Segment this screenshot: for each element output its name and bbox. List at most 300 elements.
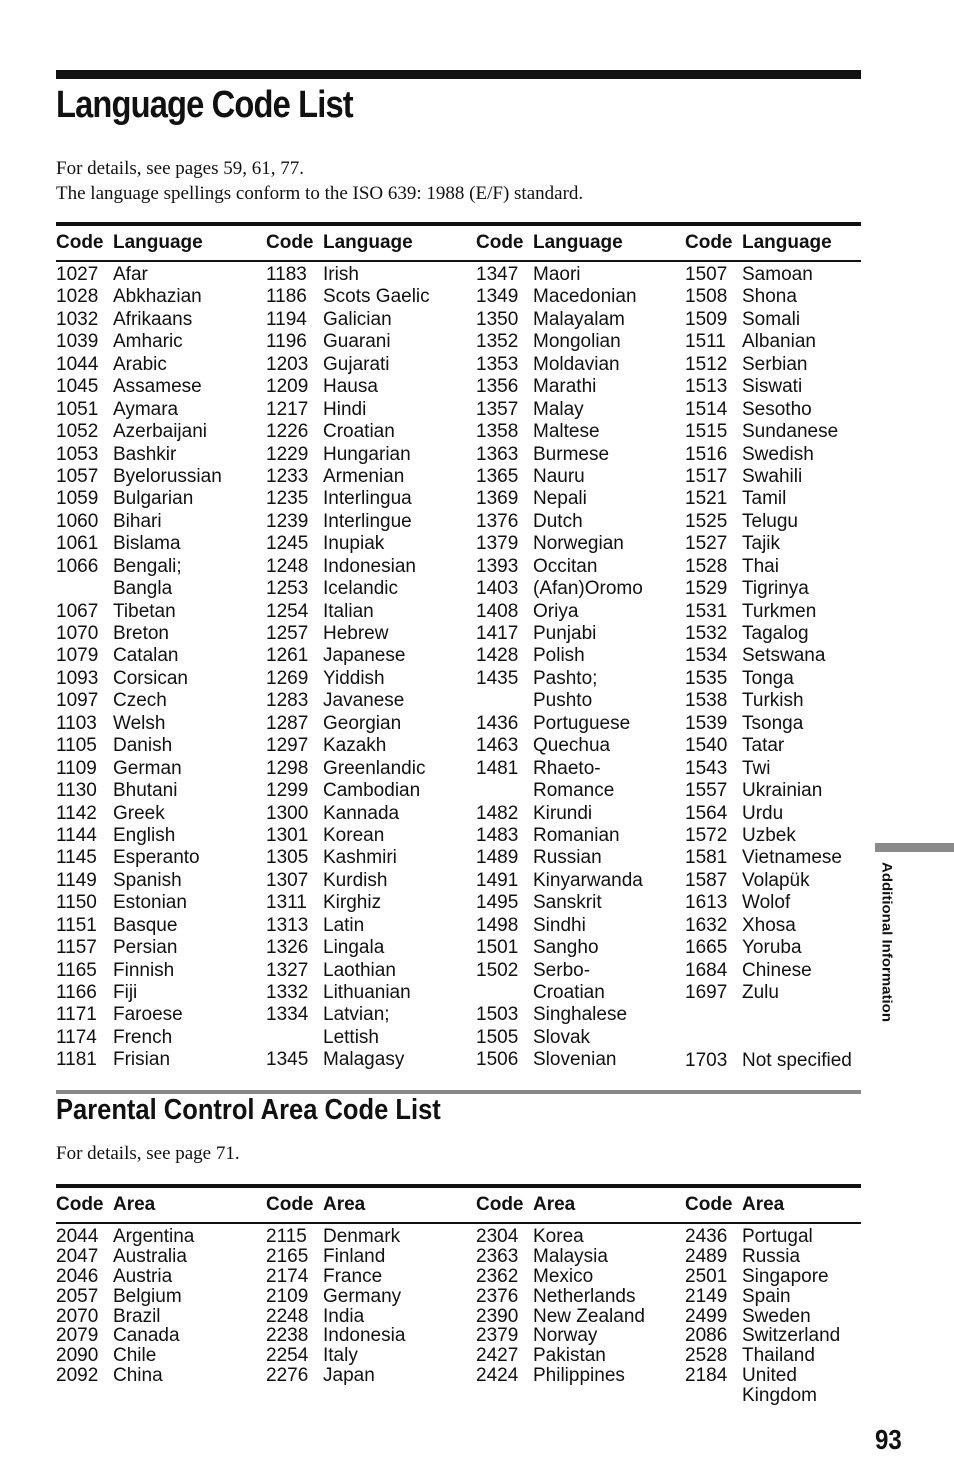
name-cell: Siswati xyxy=(742,376,803,398)
name-cell: Frisian xyxy=(113,1049,171,1071)
name-cell: Lithuanian xyxy=(323,982,411,1003)
code-cell: 1417 xyxy=(476,623,519,644)
code-cell: 2427 xyxy=(476,1345,519,1367)
name-cell: Slovak xyxy=(533,1026,591,1048)
name-cell: Wolof xyxy=(742,892,791,914)
code-cell: 1564 xyxy=(685,802,728,824)
code-cell: 2047 xyxy=(56,1245,99,1267)
name-cell: Kinyarwanda xyxy=(533,869,643,891)
code-cell: 2174 xyxy=(266,1265,309,1287)
name-cell: Philippines xyxy=(533,1365,625,1387)
name-cell: Indonesian xyxy=(323,555,416,577)
name-cell: Russian xyxy=(533,847,602,869)
name-cell: Cambodian xyxy=(323,780,421,802)
code-cell: 1334 xyxy=(266,1004,309,1026)
code-cell: 2165 xyxy=(266,1245,309,1267)
code-cell: 1235 xyxy=(266,488,309,510)
name-cell: Vietnamese xyxy=(742,847,842,869)
code-cell: 1613 xyxy=(685,892,728,914)
name-cell: Hausa xyxy=(323,376,378,398)
name-cell: United Kingdom xyxy=(742,1365,817,1407)
name-cell: Guarani xyxy=(323,331,391,353)
name-cell: Icelandic xyxy=(323,578,398,600)
code-cell: 1327 xyxy=(266,959,309,981)
name-cell: Aymara xyxy=(113,398,179,420)
name-cell: Pakistan xyxy=(533,1345,606,1367)
code-header: Code xyxy=(685,1194,733,1215)
name-cell: Latvian; Lettish xyxy=(323,1004,390,1048)
name-cell: Sanskrit xyxy=(533,892,602,914)
name-cell: Australia xyxy=(113,1245,187,1267)
code-header: Code xyxy=(476,232,524,253)
name-cell: Mexico xyxy=(533,1265,594,1287)
code-cell: 1183 xyxy=(266,264,307,285)
code-cell: 2528 xyxy=(685,1345,728,1367)
name-cell: Malay xyxy=(533,398,584,420)
code-cell: 1349 xyxy=(476,286,519,308)
code-cell: 2276 xyxy=(266,1365,309,1387)
name-cell: Interlingua xyxy=(323,488,412,510)
code-cell: 1181 xyxy=(56,1049,97,1071)
code-cell: 2149 xyxy=(685,1285,728,1307)
code-cell: 2079 xyxy=(56,1325,99,1347)
code-cell: 1145 xyxy=(56,847,97,869)
name-cell: Czech xyxy=(113,690,167,712)
name-cell: Irish xyxy=(323,264,359,285)
name-cell: Hindi xyxy=(323,398,367,420)
name-cell: Malayalam xyxy=(533,308,625,330)
name-cell: Chile xyxy=(113,1345,157,1367)
section-intro: For details, see page 71. xyxy=(56,1143,240,1164)
name-cell: Kirghiz xyxy=(323,892,382,914)
code-cell: 1512 xyxy=(685,353,728,375)
name-cell: Sesotho xyxy=(742,398,812,420)
code-cell: 1299 xyxy=(266,780,309,802)
code-cell: 1358 xyxy=(476,421,519,443)
code-cell: 2248 xyxy=(266,1305,309,1327)
code-cell: 1051 xyxy=(56,398,99,420)
code-cell: 1245 xyxy=(266,533,309,555)
code-cell: 1166 xyxy=(56,982,97,1004)
code-header: Code xyxy=(685,232,733,253)
code-cell: 1513 xyxy=(685,376,728,398)
code-cell: 1150 xyxy=(56,892,97,914)
code-cell: 1534 xyxy=(685,645,728,667)
name-cell: France xyxy=(323,1265,383,1287)
code-cell: 2501 xyxy=(685,1265,728,1287)
code-cell: 1515 xyxy=(685,421,728,443)
name-cell: Urdu xyxy=(742,802,784,824)
page-number: 93 xyxy=(875,1424,902,1455)
name-cell: Maori xyxy=(533,264,581,285)
section-tab xyxy=(875,843,954,852)
area-header: Area xyxy=(533,1194,576,1215)
code-cell: 1365 xyxy=(476,465,519,487)
code-cell: 1287 xyxy=(266,712,309,734)
code-cell: 1332 xyxy=(266,982,309,1003)
code-cell: 1516 xyxy=(685,443,728,465)
name-cell: French xyxy=(113,1026,173,1048)
code-cell: 2254 xyxy=(266,1345,309,1367)
code-cell: 1060 xyxy=(56,510,99,532)
code-cell: 1283 xyxy=(266,690,309,712)
name-cell: Croatian xyxy=(323,421,395,443)
name-cell: Bhutani xyxy=(113,780,178,802)
name-cell: Bashkir xyxy=(113,443,177,465)
name-cell: Korean xyxy=(323,824,385,846)
name-cell: Xhosa xyxy=(742,914,796,936)
code-cell: 1587 xyxy=(685,869,728,891)
code-cell: 2363 xyxy=(476,1245,519,1267)
name-cell: Volapük xyxy=(742,869,810,891)
name-cell: Uzbek xyxy=(742,824,796,846)
area-code-table xyxy=(56,1184,861,1407)
name-cell: Kashmiri xyxy=(323,847,397,869)
code-cell: 1066 xyxy=(56,555,99,577)
name-cell: Sundanese xyxy=(742,421,839,443)
code-cell: 1495 xyxy=(476,892,519,914)
name-cell: Norway xyxy=(533,1325,598,1347)
name-cell: India xyxy=(323,1305,365,1327)
code-cell: 1298 xyxy=(266,757,309,779)
name-cell: Bulgarian xyxy=(113,488,194,510)
code-cell: 1151 xyxy=(56,914,97,936)
code-cell: 1489 xyxy=(476,847,519,869)
name-cell: Greenlandic xyxy=(323,757,426,779)
code-cell: 1105 xyxy=(56,735,97,757)
code-cell: 1572 xyxy=(685,824,728,846)
name-cell: New Zealand xyxy=(533,1305,645,1327)
code-cell: 1503 xyxy=(476,1004,519,1026)
area-header: Area xyxy=(113,1194,156,1215)
code-cell: 2044 xyxy=(56,1226,99,1247)
name-cell: Galician xyxy=(323,308,392,330)
code-cell: 2090 xyxy=(56,1345,99,1367)
name-cell: Kannada xyxy=(323,802,400,824)
name-cell: Tibetan xyxy=(113,600,176,622)
code-cell: 2499 xyxy=(685,1305,728,1327)
name-cell: Romanian xyxy=(533,824,620,846)
name-cell: Sangho xyxy=(533,937,599,959)
code-cell: 1097 xyxy=(56,690,99,712)
name-cell: Shona xyxy=(742,286,797,308)
code-cell: 1483 xyxy=(476,824,519,846)
code-cell: 1253 xyxy=(266,578,309,600)
code-cell: 2092 xyxy=(56,1365,99,1387)
language-header: Language xyxy=(742,232,832,253)
name-cell: Quechua xyxy=(533,735,611,757)
name-cell: Gujarati xyxy=(323,353,390,375)
code-cell: 1531 xyxy=(685,600,728,622)
name-cell: Catalan xyxy=(113,645,179,667)
name-cell: Amharic xyxy=(113,331,183,353)
code-cell: 1521 xyxy=(685,488,728,510)
name-cell: Germany xyxy=(323,1285,402,1307)
page-title: Language Code List xyxy=(56,84,353,126)
code-cell: 1045 xyxy=(56,376,99,398)
name-cell: Bihari xyxy=(113,510,162,532)
name-cell: Samoan xyxy=(742,264,813,285)
intro-line: For details, see pages 59, 61, 77. xyxy=(56,158,305,179)
code-cell: 1269 xyxy=(266,667,309,689)
name-cell: Portugal xyxy=(742,1226,813,1247)
code-cell: 1527 xyxy=(685,533,728,555)
name-cell: Afrikaans xyxy=(113,308,193,330)
code-cell: 2046 xyxy=(56,1265,99,1287)
name-cell: Austria xyxy=(113,1265,173,1287)
code-cell: 1684 xyxy=(685,959,728,981)
name-cell: Hebrew xyxy=(323,623,389,644)
name-cell: Afar xyxy=(113,264,148,285)
code-header: Code xyxy=(56,232,104,253)
code-cell: 1093 xyxy=(56,667,99,689)
code-cell: 1039 xyxy=(56,331,99,353)
name-cell: Slovenian xyxy=(533,1049,617,1071)
name-cell: Finland xyxy=(323,1245,386,1267)
code-cell: 1428 xyxy=(476,645,519,667)
name-cell: Hungarian xyxy=(323,443,411,465)
code-cell: 1532 xyxy=(685,623,728,644)
code-cell: 1174 xyxy=(56,1026,97,1048)
code-cell: 1528 xyxy=(685,555,728,577)
code-cell: 1067 xyxy=(56,600,99,622)
name-cell: Not specified xyxy=(742,1049,852,1071)
intro-text xyxy=(56,156,583,206)
name-cell: Moldavian xyxy=(533,353,620,375)
name-cell: Inupiak xyxy=(323,533,385,555)
code-cell: 1517 xyxy=(685,465,728,487)
code-cell: 2070 xyxy=(56,1305,99,1327)
code-cell: 1186 xyxy=(266,286,307,308)
code-cell: 1103 xyxy=(56,712,97,734)
code-cell: 1543 xyxy=(685,757,728,779)
code-header: Code xyxy=(266,1194,314,1215)
code-cell: 1307 xyxy=(266,869,309,891)
code-cell: 1194 xyxy=(266,308,307,330)
code-cell: 1311 xyxy=(266,892,307,914)
section-title: Parental Control Area Code List xyxy=(56,1094,441,1126)
name-cell: Turkmen xyxy=(742,600,817,622)
name-cell: Bengali; Bangla xyxy=(113,555,182,600)
name-cell: Spain xyxy=(742,1285,791,1307)
section-tab-label: Additional Information xyxy=(878,862,895,1022)
code-cell: 1632 xyxy=(685,914,728,936)
name-cell: Switzerland xyxy=(742,1325,841,1347)
code-cell: 1505 xyxy=(476,1026,519,1048)
code-cell: 1508 xyxy=(685,286,728,308)
code-cell: 1305 xyxy=(266,847,309,869)
code-cell: 1408 xyxy=(476,600,519,622)
code-cell: 2115 xyxy=(266,1226,307,1247)
name-cell: Serbo- Croatian xyxy=(533,959,605,1004)
code-cell: 1165 xyxy=(56,959,97,981)
code-cell: 1196 xyxy=(266,331,307,353)
name-cell: Azerbaijani xyxy=(113,421,207,443)
code-cell: 2109 xyxy=(266,1285,309,1307)
name-cell: Japanese xyxy=(323,645,406,667)
name-cell: Korea xyxy=(533,1226,584,1247)
title-rule xyxy=(56,70,861,79)
name-cell: Turkish xyxy=(742,690,804,712)
name-cell: Canada xyxy=(113,1325,180,1347)
name-cell: Zulu xyxy=(742,982,779,1003)
code-cell: 1226 xyxy=(266,421,309,443)
language-header: Language xyxy=(113,232,203,253)
name-cell: Armenian xyxy=(323,465,405,487)
name-cell: Oriya xyxy=(533,600,579,622)
code-cell: 1514 xyxy=(685,398,728,420)
name-cell: Abkhazian xyxy=(113,286,202,308)
code-cell: 1376 xyxy=(476,510,519,532)
name-cell: Malaysia xyxy=(533,1245,608,1267)
code-cell: 1557 xyxy=(685,780,728,802)
code-cell: 1209 xyxy=(266,376,309,398)
name-cell: Twi xyxy=(742,757,771,779)
code-cell: 1539 xyxy=(685,712,728,734)
name-cell: Portuguese xyxy=(533,712,631,734)
code-cell: 1538 xyxy=(685,690,728,712)
name-cell: Malagasy xyxy=(323,1049,405,1071)
name-cell: Polish xyxy=(533,645,585,667)
code-header: Code xyxy=(56,1194,104,1215)
code-cell: 2238 xyxy=(266,1325,309,1347)
name-cell: Russia xyxy=(742,1245,801,1267)
name-cell: Serbian xyxy=(742,353,808,375)
table-header xyxy=(56,222,861,262)
code-cell: 1300 xyxy=(266,802,309,824)
name-cell: Welsh xyxy=(113,712,166,734)
name-cell: Netherlands xyxy=(533,1285,636,1307)
code-cell: 1052 xyxy=(56,421,99,443)
name-cell: Spanish xyxy=(113,869,182,891)
code-cell: 1032 xyxy=(56,308,99,330)
name-cell: Indonesia xyxy=(323,1325,406,1347)
code-cell: 1403 xyxy=(476,578,519,600)
name-cell: Thai xyxy=(742,555,779,577)
name-cell: Singhalese xyxy=(533,1004,628,1026)
code-cell: 1345 xyxy=(266,1049,309,1071)
code-cell: 2376 xyxy=(476,1285,519,1307)
code-cell: 1313 xyxy=(266,914,309,936)
name-cell: Corsican xyxy=(113,667,188,689)
name-cell: (Afan)Oromo xyxy=(533,578,643,600)
name-cell: Singapore xyxy=(742,1265,829,1287)
language-header: Language xyxy=(323,232,413,253)
code-cell: 2184 xyxy=(685,1365,728,1387)
name-cell: Argentina xyxy=(113,1226,195,1247)
code-cell: 1507 xyxy=(685,264,728,285)
name-cell: Tatar xyxy=(742,735,785,757)
code-cell: 1363 xyxy=(476,443,519,465)
code-cell: 2436 xyxy=(685,1226,728,1247)
code-cell: 1233 xyxy=(266,465,309,487)
name-cell: Telugu xyxy=(742,510,798,532)
name-cell: Finnish xyxy=(113,959,175,981)
code-cell: 1028 xyxy=(56,286,99,308)
code-cell: 1379 xyxy=(476,533,519,555)
code-cell: 1540 xyxy=(685,735,728,757)
code-cell: 1703 xyxy=(685,1049,728,1071)
name-cell: Bislama xyxy=(113,533,181,555)
name-cell: Danish xyxy=(113,735,173,757)
name-cell: Byelorussian xyxy=(113,465,222,487)
name-cell: Kurdish xyxy=(323,869,388,891)
name-cell: Burmese xyxy=(533,443,610,465)
name-cell: Rhaeto- Romance xyxy=(533,757,615,802)
name-cell: Fiji xyxy=(113,982,138,1004)
code-cell: 1525 xyxy=(685,510,728,532)
name-cell: Mongolian xyxy=(533,331,621,353)
name-cell: Somali xyxy=(742,308,801,330)
name-cell: Setswana xyxy=(742,645,826,667)
code-cell: 2390 xyxy=(476,1305,519,1327)
code-cell: 1053 xyxy=(56,443,99,465)
name-cell: Kirundi xyxy=(533,802,593,824)
name-cell: Ukrainian xyxy=(742,780,823,802)
code-cell: 1248 xyxy=(266,555,309,577)
language-header: Language xyxy=(533,232,623,253)
code-cell: 2057 xyxy=(56,1285,99,1307)
name-cell: Kazakh xyxy=(323,735,387,757)
code-cell: 1229 xyxy=(266,443,309,465)
code-cell: 1463 xyxy=(476,735,519,757)
code-cell: 1502 xyxy=(476,959,519,981)
code-cell: 1529 xyxy=(685,578,728,600)
code-cell: 1511 xyxy=(685,331,726,353)
name-cell: Albanian xyxy=(742,331,816,353)
name-cell: Sweden xyxy=(742,1305,811,1327)
name-cell: Dutch xyxy=(533,510,583,532)
name-cell: Tonga xyxy=(742,667,794,689)
name-cell: Interlingue xyxy=(323,510,412,532)
name-cell: Arabic xyxy=(113,353,167,375)
code-cell: 1326 xyxy=(266,937,309,959)
code-cell: 1436 xyxy=(476,712,519,734)
name-cell: Pashto; Pushto xyxy=(533,667,598,712)
name-cell: Yiddish xyxy=(323,667,385,689)
name-cell: Latin xyxy=(323,914,365,936)
code-cell: 1393 xyxy=(476,555,519,577)
code-cell: 1217 xyxy=(266,398,309,420)
code-cell: 1665 xyxy=(685,937,728,959)
code-cell: 1157 xyxy=(56,937,97,959)
code-cell: 1149 xyxy=(56,869,97,891)
code-cell: 1357 xyxy=(476,398,519,420)
code-cell: 1506 xyxy=(476,1049,519,1071)
name-cell: China xyxy=(113,1365,163,1387)
name-cell: Occitan xyxy=(533,555,598,577)
name-cell: Georgian xyxy=(323,712,402,734)
code-cell: 2304 xyxy=(476,1226,519,1247)
code-cell: 2362 xyxy=(476,1265,519,1287)
code-cell: 1239 xyxy=(266,510,309,532)
code-cell: 1356 xyxy=(476,376,519,398)
code-header: Code xyxy=(476,1194,524,1215)
name-cell: Nepali xyxy=(533,488,587,510)
code-cell: 1352 xyxy=(476,331,519,353)
code-cell: 1481 xyxy=(476,757,519,779)
name-cell: Belgium xyxy=(113,1285,182,1307)
code-cell: 1350 xyxy=(476,308,519,330)
code-cell: 1044 xyxy=(56,353,99,375)
code-header: Code xyxy=(266,232,314,253)
area-header: Area xyxy=(323,1194,366,1215)
code-cell: 2379 xyxy=(476,1325,519,1347)
name-cell: Brazil xyxy=(113,1305,161,1327)
name-cell: English xyxy=(113,824,176,846)
name-cell: Faroese xyxy=(113,1004,183,1026)
code-cell: 1353 xyxy=(476,353,519,375)
